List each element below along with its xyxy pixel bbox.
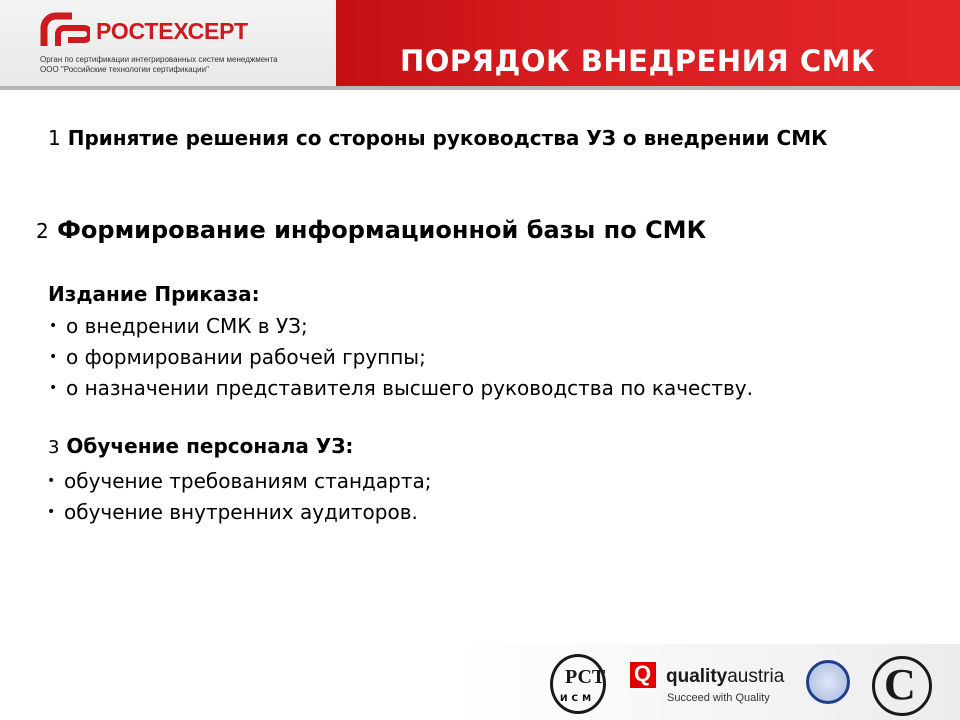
bullet-icon: • [47, 473, 56, 489]
logo-subtitle-line: ООО "Российские технологии сертификации" [40, 65, 209, 74]
bullet-icon: • [49, 349, 58, 365]
rst-letters: ИСМ [560, 694, 596, 704]
order-heading: Издание Приказа: [48, 282, 260, 306]
list-item [46, 497, 431, 528]
slide-header [0, 0, 960, 88]
quality-austria-name [666, 666, 784, 688]
slide-title: ПОРЯДОК ВНЕДРЕНИЯ СМК [400, 44, 876, 78]
step-number: 2 [36, 219, 49, 243]
bullet-icon: • [47, 504, 56, 520]
training-list [46, 466, 431, 528]
bullet-icon: • [49, 380, 58, 396]
step-number: 1 [48, 126, 61, 150]
rst-mark: РСТ [565, 666, 606, 688]
list-item [48, 373, 753, 404]
list-item [46, 466, 431, 497]
logo-name: РОСТЕХСЕРТ [96, 18, 248, 44]
logo-subtitle-line: Орган по сертификации интегрированных систем менеджмента [40, 55, 278, 64]
step-number: 3 [48, 437, 60, 458]
quality-austria-tagline: Succeed with Quality [667, 692, 770, 704]
accreditation-seal-icon [806, 660, 850, 704]
bullet-icon: • [49, 318, 58, 334]
list-item [48, 311, 753, 342]
logo-subtitle [40, 55, 330, 75]
order-list [48, 311, 753, 404]
c-mark: C [884, 660, 916, 709]
step-text: Принятие решения со стороны руководства УЗ о внедрении СМК [67, 126, 828, 150]
qa-letter: Q [634, 661, 652, 686]
qa-name-rest: austria [727, 666, 785, 687]
rostehsert-logo-icon [38, 12, 90, 52]
list-item-text: обучение внутренних аудиторов. [64, 500, 418, 524]
list-item-text: о формировании рабочей группы; [66, 345, 426, 369]
list-item-text: обучение требованиям стандарта; [64, 469, 432, 493]
list-item [48, 342, 753, 373]
step-1 [48, 124, 950, 152]
step-3 [48, 434, 353, 458]
step-text: Формирование информационной базы по СМК [57, 216, 707, 244]
qa-name-bold: quality [666, 666, 728, 687]
step-heading: Обучение персонала УЗ: [66, 434, 354, 458]
header-divider [0, 86, 960, 90]
list-item-text: о внедрении СМК в УЗ; [66, 314, 308, 338]
list-item-text: о назначении представителя высшего руководства по качеству. [66, 376, 753, 400]
step-2 [36, 216, 706, 244]
